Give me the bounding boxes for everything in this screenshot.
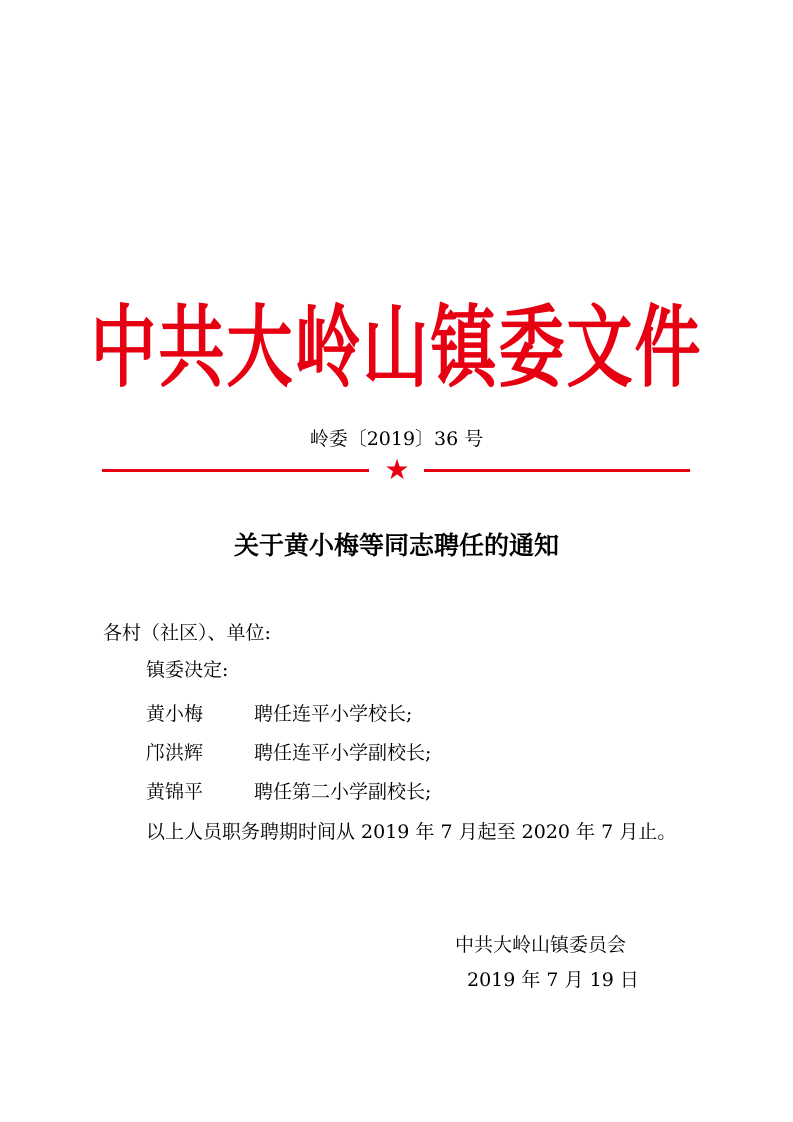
red-rule-right [424, 469, 690, 472]
appointment-item [146, 739, 432, 767]
signature-date: 2019 年 7 月 19 日 [467, 969, 639, 991]
appointee-position: 聘任连平小学副校长; [254, 742, 432, 764]
term-statement: 以上人员职务聘期时间从 2019 年 7 月起至 2020 年 7 月止。 [146, 821, 677, 843]
salutation: 各村（社区）、单位: [103, 622, 271, 644]
document-header-title: 中共大岭山镇委文件 [90, 296, 703, 401]
appointee-name: 黄小梅 [146, 703, 204, 725]
appointee-name: 邝洪辉 [146, 742, 204, 764]
intro-text: 镇委决定: [146, 659, 229, 681]
appointee-position: 聘任连平小学校长; [254, 703, 413, 725]
appointee-position: 聘任第二小学副校长; [254, 781, 432, 803]
star-icon: ★ [384, 453, 410, 486]
appointment-item [146, 700, 413, 728]
red-rule-left [102, 469, 369, 472]
document-number: 岭委〔2019〕36 号 [309, 428, 484, 450]
signature-organization: 中共大岭山镇委员会 [455, 934, 627, 956]
notice-title: 关于黄小梅等同志聘任的通知 [233, 531, 559, 560]
appointee-name: 黄锦平 [146, 781, 204, 803]
appointment-item [146, 778, 432, 806]
